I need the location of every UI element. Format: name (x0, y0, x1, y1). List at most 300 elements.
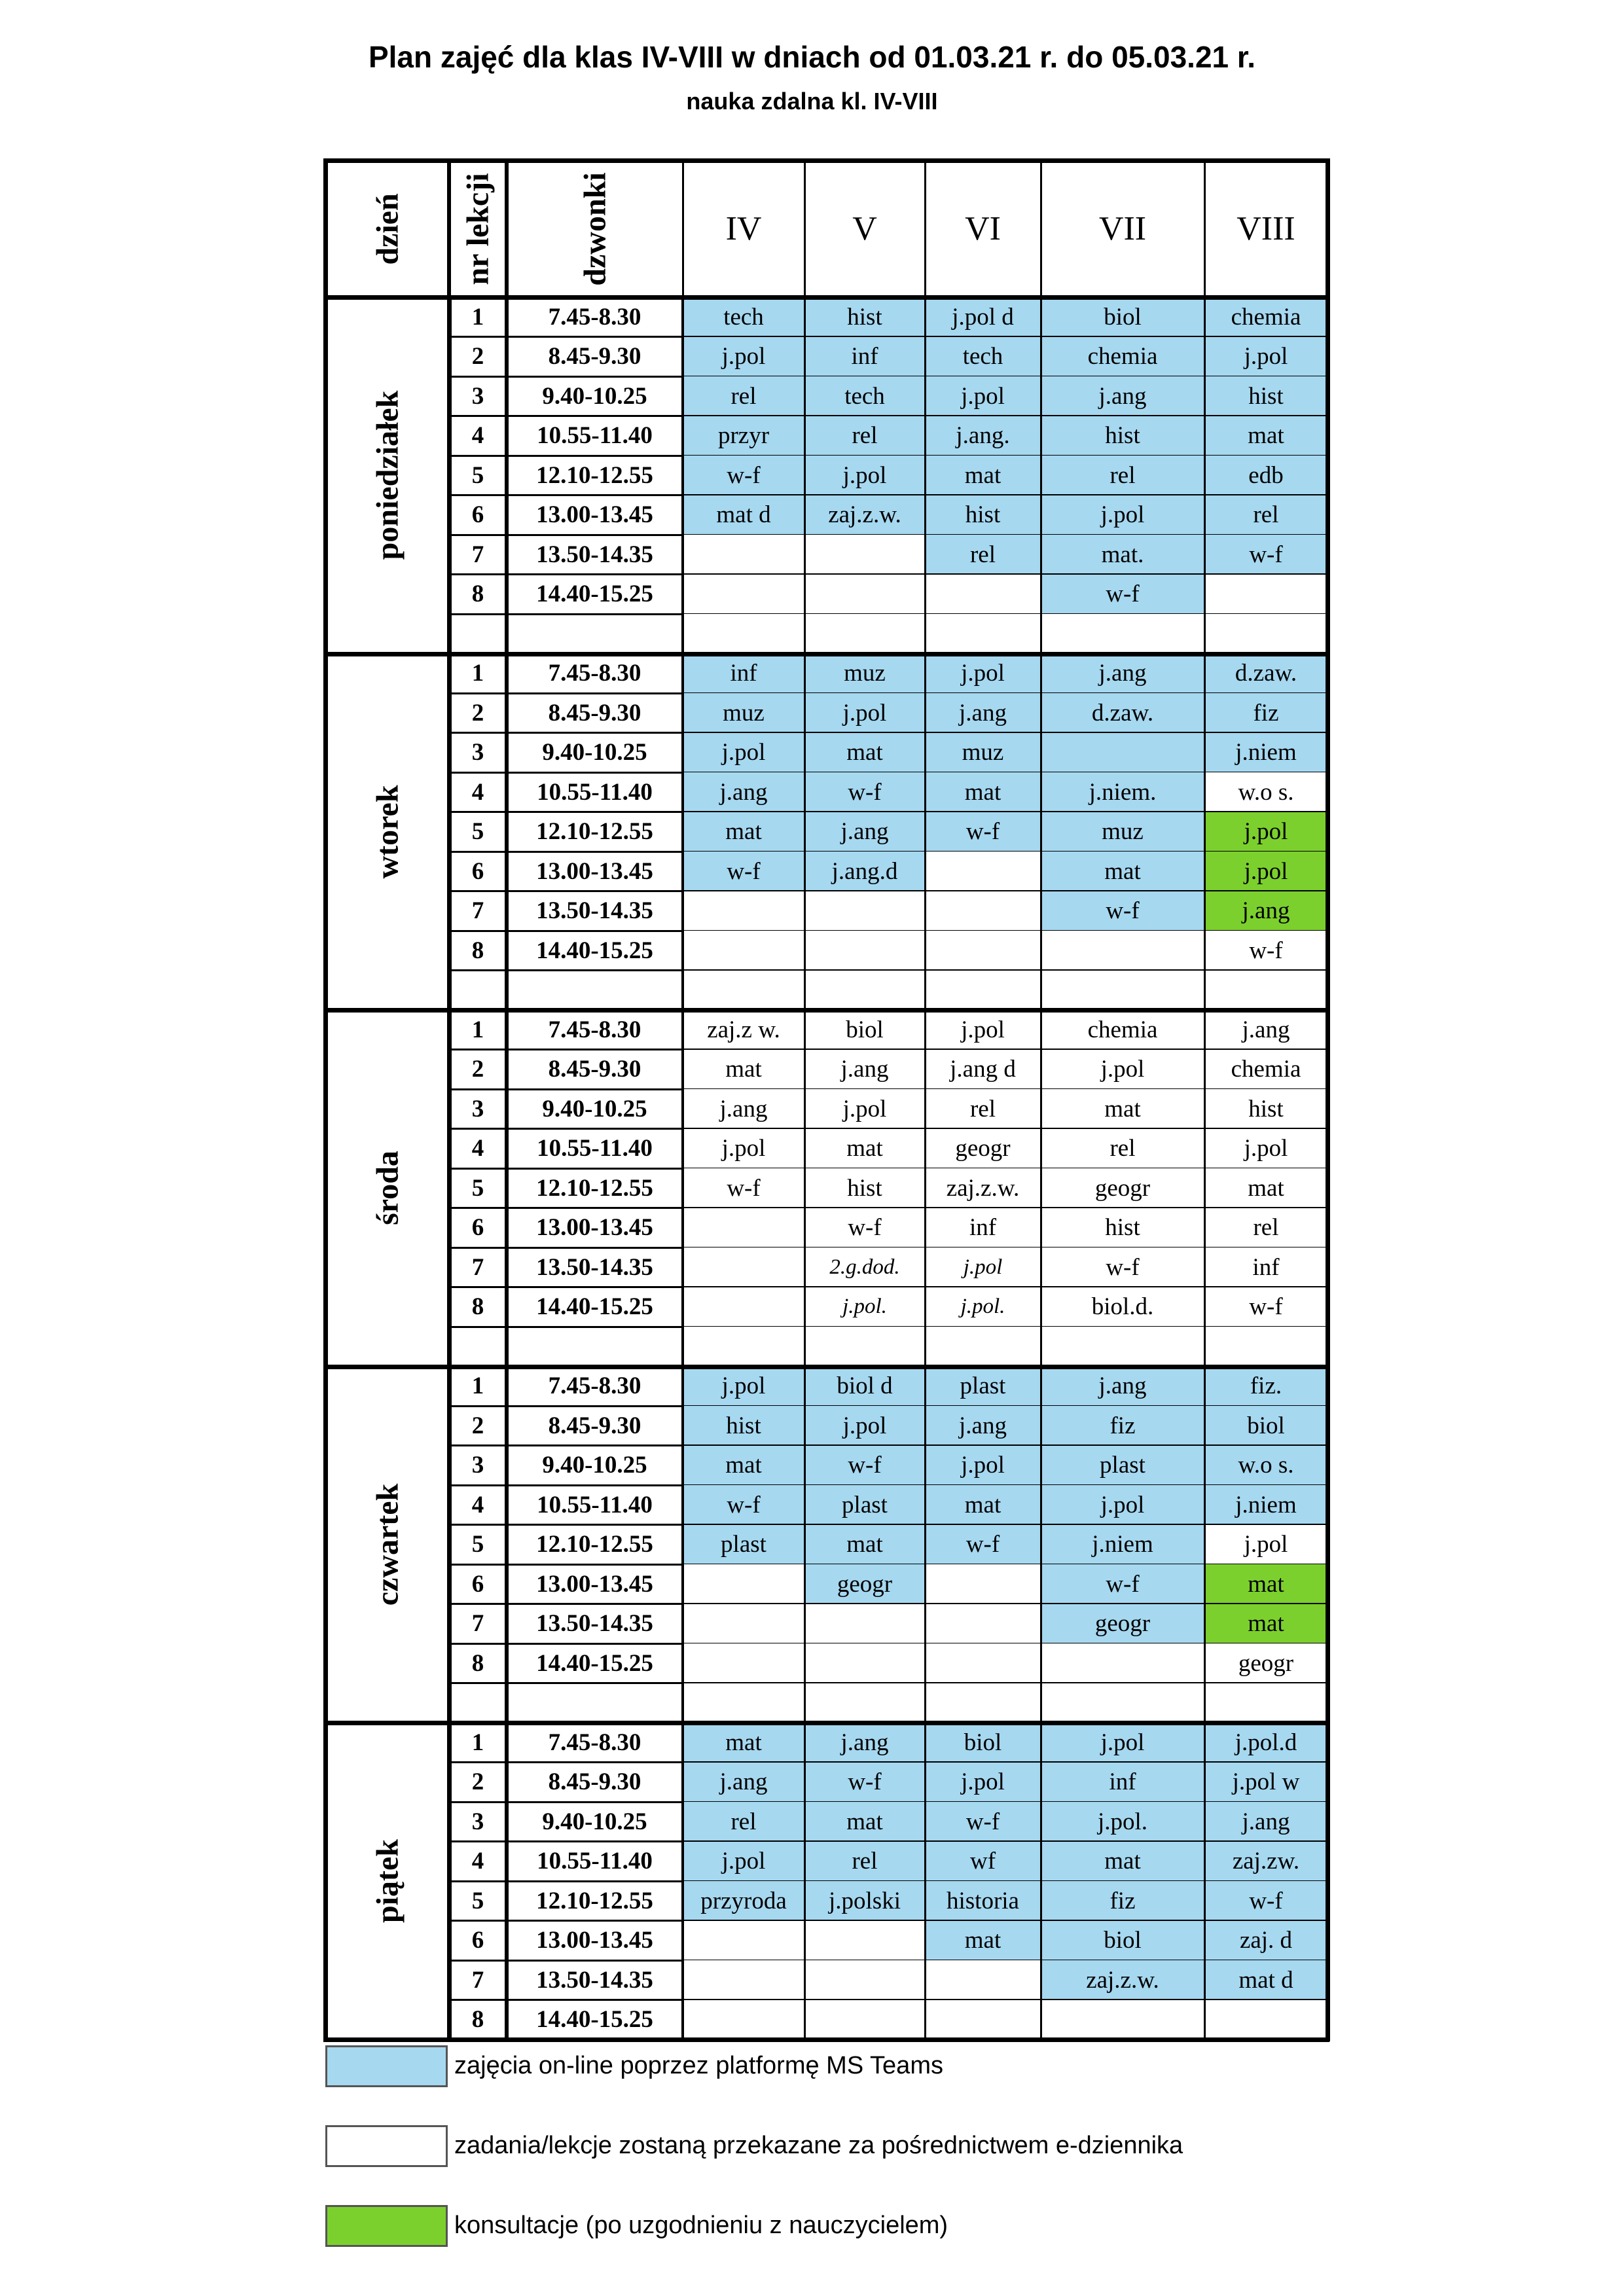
subject-cell: j.ang. (925, 416, 1041, 456)
subject-cell (683, 1960, 804, 2000)
lesson-time (507, 1683, 683, 1723)
lesson-number: 5 (471, 1174, 484, 1202)
subject-cell: biol.d. (1041, 1287, 1204, 1327)
subject-cell: w-f (1041, 891, 1204, 931)
subject-cell: w-f (683, 456, 804, 495)
lesson-time: 12.10-12.55 (536, 461, 653, 489)
outer-border (1326, 158, 1330, 2041)
subject-cell: mat (804, 1525, 925, 1565)
lesson-time: 9.40-10.25 (542, 382, 647, 410)
subject-cell: plast (683, 1525, 804, 1565)
subject-cell: 2.g.dod. (804, 1247, 925, 1287)
subject-cell: chemia (1204, 297, 1327, 337)
subject-cell: j.ang (1204, 1802, 1327, 1842)
subject-cell: hist (683, 1406, 804, 1446)
lesson-number (449, 1327, 507, 1367)
lesson-time: 7.45-8.30 (548, 1729, 641, 1756)
header-class-vi: VI (965, 210, 1001, 247)
subject-cell: inf (1041, 1763, 1204, 1803)
subject-cell (804, 971, 925, 1011)
lesson-time: 14.40-15.25 (536, 1293, 653, 1321)
subject-cell: w-f (1041, 1247, 1204, 1287)
lesson-number: 6 (471, 857, 484, 885)
subject-cell: w-f (1041, 575, 1204, 615)
day-label: poniedziałek (370, 390, 405, 560)
lesson-number: 6 (471, 1570, 484, 1598)
subject-cell (925, 1960, 1041, 2000)
subject-cell (683, 1564, 804, 1604)
subject-cell (683, 1247, 804, 1287)
subject-cell: edb (1204, 456, 1327, 495)
subject-cell (804, 891, 925, 931)
subject-cell: rel (1041, 456, 1204, 495)
page-title: Plan zajęć dla klas IV-VIII w dniach od 01.03.21 r. do 05.03.21 r. (368, 40, 1256, 74)
subject-cell: j.pol d (925, 297, 1041, 337)
lesson-time: 8.45-9.30 (548, 1768, 641, 1796)
subject-cell: fiz (1041, 1881, 1204, 1921)
subject-cell: j.pol (925, 376, 1041, 416)
subject-cell: chemia (1204, 1050, 1327, 1090)
subject-cell: biol (1041, 1921, 1204, 1961)
lesson-time: 13.50-14.35 (536, 1253, 653, 1281)
outer-border (323, 158, 328, 2041)
subject-cell (683, 1287, 804, 1327)
subject-cell: muz (925, 733, 1041, 773)
subject-cell (683, 931, 804, 971)
lesson-number: 7 (471, 1966, 484, 1994)
lesson-number: 2 (471, 1412, 484, 1439)
subject-cell: j.pol (925, 1763, 1041, 1803)
subject-cell: j.pol (1204, 337, 1327, 377)
subject-cell: mat (683, 1723, 804, 1763)
lesson-time: 14.40-15.25 (536, 937, 653, 964)
subject-cell: j.ang (804, 1050, 925, 1090)
subject-cell (683, 575, 804, 615)
subject-cell: j.ang d (925, 1050, 1041, 1090)
header-bells: dzwonki (577, 171, 612, 286)
subject-cell (1041, 971, 1204, 1011)
lesson-time: 10.55-11.40 (537, 1135, 653, 1162)
subject-cell (1041, 1683, 1204, 1723)
subject-cell: muz (1041, 812, 1204, 852)
day-border (323, 652, 1329, 656)
lesson-number (449, 614, 507, 654)
legend-label: zadania/lekcje zostaną przekazane za pośrednictwem e-dziennika (454, 2132, 1183, 2159)
subject-cell: mat (1204, 416, 1327, 456)
subject-cell: j.pol (925, 1010, 1041, 1050)
subject-cell: wf (925, 1842, 1041, 1882)
subject-cell: j.ang (1041, 376, 1204, 416)
subject-cell: mat (925, 1485, 1041, 1525)
subject-cell: j.pol (1041, 1485, 1204, 1525)
lesson-number: 7 (471, 897, 484, 925)
day-border (323, 2037, 1329, 2042)
lesson-number: 1 (471, 1729, 484, 1756)
subject-cell: biol (925, 1723, 1041, 1763)
subject-cell: j.pol (1041, 1723, 1204, 1763)
subject-cell: j.pol (804, 456, 925, 495)
lesson-number: 8 (471, 937, 484, 964)
subject-cell (683, 1327, 804, 1367)
lesson-number: 1 (471, 660, 484, 687)
subject-cell: j.pol (1204, 1129, 1327, 1169)
subject-cell: j.pol. (804, 1287, 925, 1327)
subject-cell: j.ang.d (804, 852, 925, 891)
subject-cell: rel (1204, 495, 1327, 535)
subject-cell (925, 891, 1041, 931)
lesson-time: 13.50-14.35 (536, 1966, 653, 1994)
subject-cell: j.pol (683, 1367, 804, 1407)
lesson-number: 5 (471, 1531, 484, 1558)
lesson-number: 1 (471, 1016, 484, 1043)
subject-cell: hist (1204, 1089, 1327, 1129)
subject-cell (804, 575, 925, 615)
subject-cell: j.pol (683, 337, 804, 377)
subject-cell: j.pol (1041, 1050, 1204, 1090)
lesson-time: 12.10-12.55 (536, 1887, 653, 1914)
lesson-number: 2 (471, 343, 484, 370)
page-subtitle: nauka zdalna kl. IV-VIII (686, 88, 938, 115)
subject-cell: fiz. (1204, 1367, 1327, 1407)
lesson-number: 2 (471, 1768, 484, 1796)
header-lesson-no: nr lekcji (460, 172, 496, 285)
lesson-number (449, 971, 507, 1011)
lesson-number: 5 (471, 1887, 484, 1914)
subject-cell: w-f (1204, 931, 1327, 971)
subject-cell: hist (925, 495, 1041, 535)
nr-col-border (505, 160, 509, 2039)
subject-cell (925, 1327, 1041, 1367)
subject-cell: j.pol (1204, 1525, 1327, 1565)
subject-cell (804, 1683, 925, 1723)
time-col-border (681, 297, 684, 2039)
subject-cell: d.zaw. (1204, 654, 1327, 694)
day-col-border (447, 160, 451, 2039)
subject-cell: fiz (1204, 693, 1327, 733)
subject-cell: rel (925, 1089, 1041, 1129)
lesson-number: 8 (471, 1293, 484, 1321)
lesson-time: 14.40-15.25 (536, 1649, 653, 1677)
lesson-number: 3 (471, 739, 484, 766)
lesson-number: 5 (471, 818, 484, 846)
subject-cell: j.pol. (925, 1287, 1041, 1327)
subject-cell (925, 2000, 1041, 2040)
subject-cell: plast (1041, 1446, 1204, 1486)
lesson-time: 13.00-13.45 (536, 1570, 653, 1598)
day-label: piątek (370, 1839, 405, 1924)
subject-cell: inf (1204, 1247, 1327, 1287)
subject-cell: j.niem (1204, 1485, 1327, 1525)
outer-border (323, 158, 1329, 163)
subject-cell: inf (925, 1208, 1041, 1248)
lesson-number: 4 (471, 422, 484, 450)
subject-cell: j.ang (925, 693, 1041, 733)
header-class-vii: VII (1098, 210, 1147, 247)
lesson-number: 8 (471, 581, 484, 608)
subject-cell: zaj.zw. (1204, 1842, 1327, 1882)
subject-cell: historia (925, 1881, 1041, 1921)
subject-cell (1041, 931, 1204, 971)
lesson-number: 6 (471, 1214, 484, 1242)
lesson-time: 8.45-9.30 (548, 699, 641, 726)
subject-cell: mat (804, 1129, 925, 1169)
subject-cell: w-f (683, 1168, 804, 1208)
subject-cell: rel (683, 1802, 804, 1842)
subject-cell: j.pol (683, 1129, 804, 1169)
lesson-time (507, 614, 683, 654)
subject-cell: d.zaw. (1041, 693, 1204, 733)
subject-cell: tech (683, 297, 804, 337)
lesson-time: 7.45-8.30 (548, 303, 641, 331)
subject-cell: j.ang (683, 772, 804, 812)
subject-cell: rel (1204, 1208, 1327, 1248)
subject-cell: mat d (1204, 1960, 1327, 2000)
subject-cell: mat (683, 1050, 804, 1090)
subject-cell (683, 535, 804, 575)
subject-cell: j.ang (683, 1089, 804, 1129)
subject-cell (1204, 2000, 1327, 2040)
lesson-time: 13.00-13.45 (536, 857, 653, 885)
lesson-number: 1 (471, 1372, 484, 1400)
subject-cell: j.pol (1041, 495, 1204, 535)
subject-cell: mat (683, 1446, 804, 1486)
subject-cell: j.polski (804, 1881, 925, 1921)
subject-cell: geogr (1041, 1604, 1204, 1644)
lesson-time: 7.45-8.30 (548, 1372, 641, 1400)
lesson-time: 13.00-13.45 (536, 1927, 653, 1954)
header-border (323, 295, 1329, 300)
subject-cell: inf (804, 337, 925, 377)
lesson-time: 14.40-15.25 (536, 2006, 653, 2034)
subject-cell: j.pol (925, 1446, 1041, 1486)
lesson-time: 14.40-15.25 (536, 581, 653, 608)
lesson-time: 13.00-13.45 (536, 1214, 653, 1242)
subject-cell: rel (683, 376, 804, 416)
header-class-viii: VIII (1236, 210, 1295, 247)
subject-cell: w-f (1041, 1564, 1204, 1604)
legend-label: zajęcia on-line poprzez platformę MS Teams (454, 2052, 943, 2079)
header-class-iv: IV (725, 210, 762, 247)
subject-cell: w-f (804, 1763, 925, 1803)
subject-cell: w.o s. (1204, 1446, 1327, 1486)
subject-cell: j.ang (925, 1406, 1041, 1446)
subject-cell: przyroda (683, 1881, 804, 1921)
subject-cell: inf (683, 654, 804, 694)
subject-cell: tech (925, 337, 1041, 377)
subject-cell: biol (1041, 297, 1204, 337)
lesson-time: 8.45-9.30 (548, 1056, 641, 1083)
subject-cell: mat (804, 733, 925, 773)
subject-cell (683, 1921, 804, 1961)
subject-cell: biol (804, 1010, 925, 1050)
subject-cell (804, 1604, 925, 1644)
subject-cell: j.niem (1041, 1525, 1204, 1565)
lesson-time: 9.40-10.25 (542, 739, 647, 766)
subject-cell (925, 852, 1041, 891)
lesson-number: 7 (471, 541, 484, 568)
subject-cell: mat d (683, 495, 804, 535)
subject-cell (1204, 1683, 1327, 1723)
subject-cell (925, 971, 1041, 1011)
legend-swatch-online (325, 2045, 448, 2087)
lesson-number: 2 (471, 1056, 484, 1083)
lesson-number: 8 (471, 2006, 484, 2034)
subject-cell: fiz (1041, 1406, 1204, 1446)
lesson-time (507, 1327, 683, 1367)
subject-cell: tech (804, 376, 925, 416)
subject-cell: w-f (804, 1446, 925, 1486)
lesson-time: 12.10-12.55 (536, 1531, 653, 1558)
subject-cell: mat (804, 1802, 925, 1842)
subject-cell: mat (1204, 1168, 1327, 1208)
subject-cell (804, 1921, 925, 1961)
subject-cell (804, 1327, 925, 1367)
subject-cell (925, 931, 1041, 971)
subject-cell (804, 2000, 925, 2040)
lesson-time: 12.10-12.55 (536, 818, 653, 846)
subject-cell: muz (683, 693, 804, 733)
subject-cell: geogr (804, 1564, 925, 1604)
subject-cell (1204, 971, 1327, 1011)
day-label: czwartek (370, 1483, 405, 1606)
lesson-number: 8 (471, 1649, 484, 1677)
subject-cell: w-f (1204, 535, 1327, 575)
lesson-time: 8.45-9.30 (548, 343, 641, 370)
subject-cell: mat (683, 812, 804, 852)
day-label: środa (370, 1151, 405, 1226)
lesson-time: 12.10-12.55 (536, 1174, 653, 1202)
lesson-time: 13.50-14.35 (536, 541, 653, 568)
subject-cell: w-f (1204, 1287, 1327, 1327)
lesson-number: 5 (471, 461, 484, 489)
day-border (323, 1008, 1329, 1013)
col-line (1204, 160, 1206, 2039)
subject-cell: j.ang (804, 812, 925, 852)
lesson-number: 4 (471, 1848, 484, 1875)
day-border (323, 1721, 1329, 1725)
subject-cell (1041, 614, 1204, 654)
subject-cell: w-f (1204, 1881, 1327, 1921)
subject-cell: hist (1204, 376, 1327, 416)
lesson-number: 4 (471, 778, 484, 806)
subject-cell: w-f (683, 852, 804, 891)
subject-cell (804, 1960, 925, 2000)
subject-cell (1041, 2000, 1204, 2040)
subject-cell (925, 575, 1041, 615)
subject-cell: w-f (683, 1485, 804, 1525)
subject-cell: rel (925, 535, 1041, 575)
subject-cell: j.pol (925, 654, 1041, 694)
lesson-number: 3 (471, 1452, 484, 1479)
subject-cell: j.pol (1204, 852, 1327, 891)
subject-cell: j.pol (683, 733, 804, 773)
subject-cell (683, 1643, 804, 1683)
subject-cell: w-f (804, 1208, 925, 1248)
subject-cell: w-f (804, 772, 925, 812)
subject-cell (804, 614, 925, 654)
subject-cell: j.pol (925, 1247, 1041, 1287)
subject-cell (925, 614, 1041, 654)
legend-label: konsultacje (po uzgodnieniu z nauczycielem) (454, 2212, 948, 2239)
subject-cell: j.pol w (1204, 1763, 1327, 1803)
subject-cell (683, 2000, 804, 2040)
subject-cell: geogr (1204, 1643, 1327, 1683)
subject-cell: mat (1204, 1604, 1327, 1644)
subject-cell (925, 1564, 1041, 1604)
subject-cell: j.pol.d (1204, 1723, 1327, 1763)
subject-cell: j.ang (804, 1723, 925, 1763)
subject-cell: j.pol (683, 1842, 804, 1882)
subject-cell: zaj.z.w. (1041, 1960, 1204, 2000)
day-border (323, 1365, 1329, 1369)
subject-cell: j.pol (804, 1406, 925, 1446)
subject-cell: j.pol (1204, 812, 1327, 852)
lesson-number: 2 (471, 699, 484, 726)
subject-cell: biol d (804, 1367, 925, 1407)
subject-cell: geogr (1041, 1168, 1204, 1208)
header-day: dzień (370, 192, 405, 265)
day-label: wtorek (370, 785, 405, 879)
subject-cell: mat (925, 456, 1041, 495)
subject-cell: hist (1041, 416, 1204, 456)
subject-cell (1041, 733, 1204, 773)
lesson-number: 3 (471, 1808, 484, 1835)
subject-cell: mat (925, 1921, 1041, 1961)
subject-cell: mat (1041, 1089, 1204, 1129)
subject-cell: zaj. d (1204, 1921, 1327, 1961)
lesson-number: 4 (471, 1491, 484, 1518)
col-line (1040, 160, 1042, 2039)
subject-cell: rel (1041, 1129, 1204, 1169)
lesson-time: 10.55-11.40 (537, 778, 653, 806)
subject-cell: w.o s. (1204, 772, 1327, 812)
subject-cell (925, 1604, 1041, 1644)
lesson-time: 10.55-11.40 (537, 1491, 653, 1518)
subject-cell: j.ang (1204, 891, 1327, 931)
legend-swatch-edziennik (325, 2125, 448, 2167)
subject-cell: rel (804, 1842, 925, 1882)
col-line (682, 160, 684, 297)
lesson-time: 7.45-8.30 (548, 1016, 641, 1043)
subject-cell: j.ang (1041, 1367, 1204, 1407)
subject-cell (804, 535, 925, 575)
subject-cell: mat (925, 772, 1041, 812)
lesson-number: 6 (471, 501, 484, 529)
subject-cell (1204, 614, 1327, 654)
subject-cell: muz (804, 654, 925, 694)
subject-cell: geogr (925, 1129, 1041, 1169)
lesson-number: 6 (471, 1927, 484, 1954)
subject-cell: plast (804, 1485, 925, 1525)
col-line (924, 160, 926, 2039)
subject-cell: j.ang (683, 1763, 804, 1803)
subject-cell: hist (804, 1168, 925, 1208)
lesson-number: 7 (471, 1610, 484, 1638)
subject-cell (683, 614, 804, 654)
subject-cell (683, 971, 804, 1011)
subject-cell (925, 1643, 1041, 1683)
subject-cell (1204, 575, 1327, 615)
lesson-time (507, 971, 683, 1011)
subject-cell: w-f (925, 812, 1041, 852)
subject-cell: j.niem. (1041, 772, 1204, 812)
subject-cell: mat (1041, 852, 1204, 891)
subject-cell: j.pol. (1041, 1802, 1204, 1842)
subject-cell: mat. (1041, 535, 1204, 575)
legend-swatch-konsultacje (325, 2205, 448, 2247)
subject-cell: j.pol (804, 693, 925, 733)
subject-cell (1204, 1327, 1327, 1367)
